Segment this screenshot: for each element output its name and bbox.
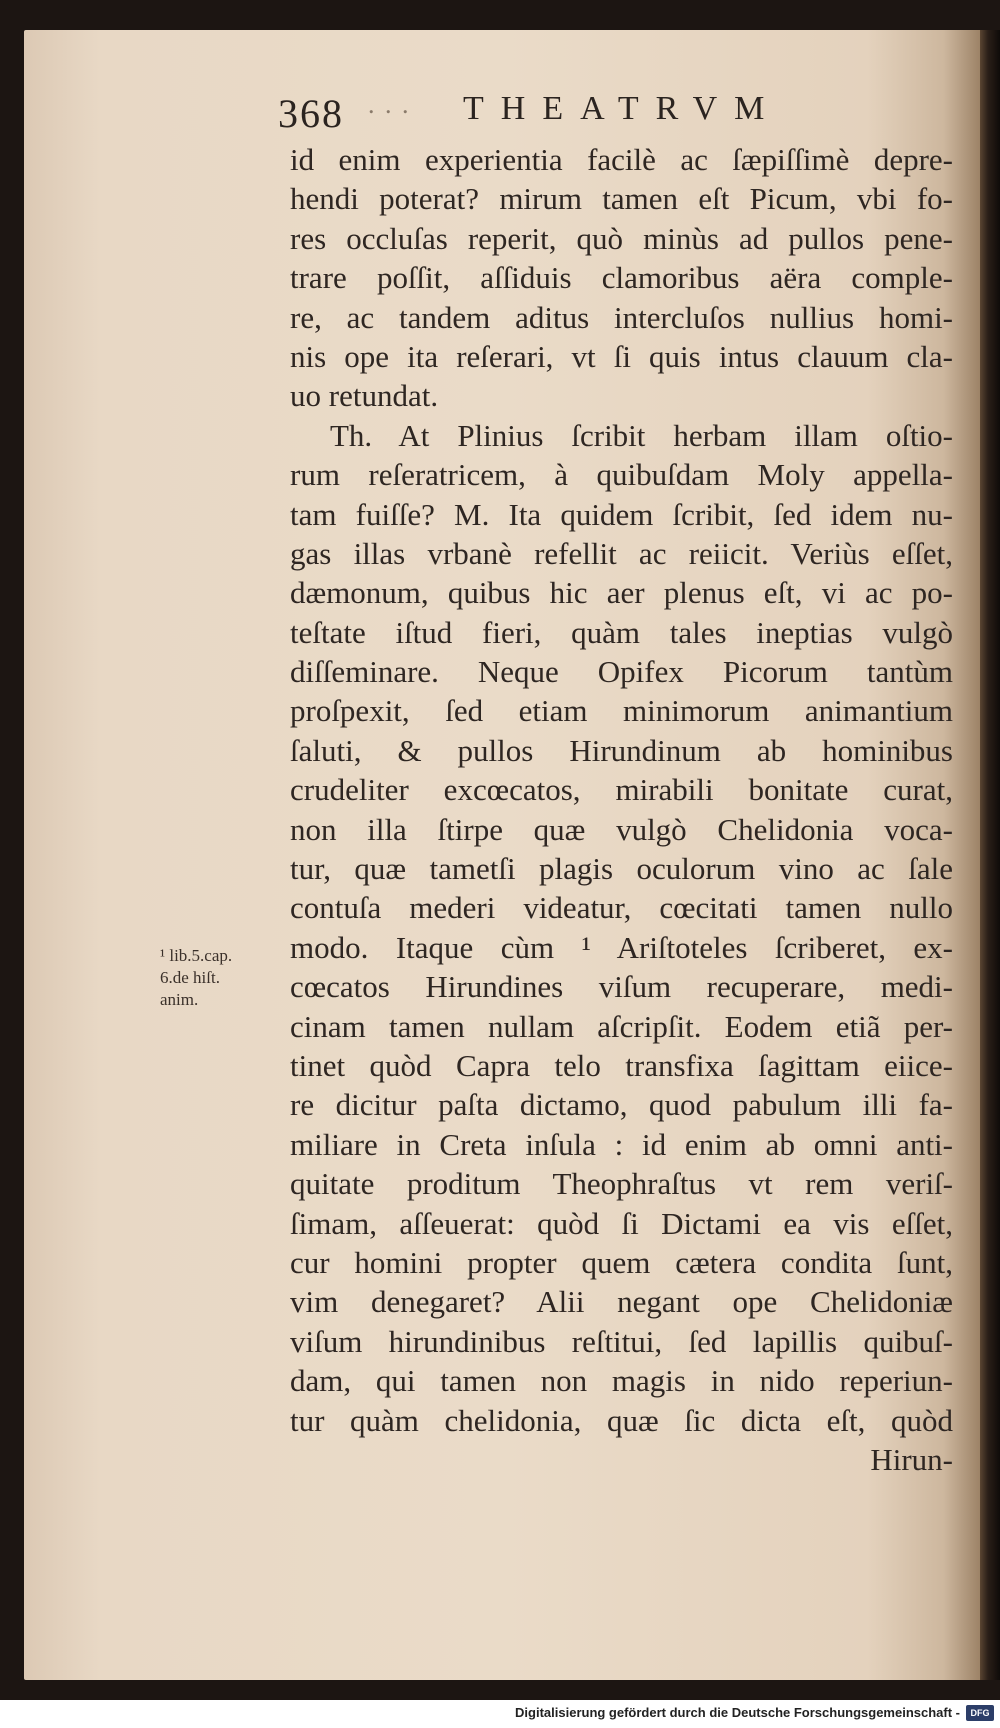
text-line: cur homini propter quem cætera condita ſunt, [290,1244,953,1280]
text-line: tur quàm chelidonia, quæ ſic dicta eſt, quòd [290,1402,953,1438]
footer-bar [0,1700,1000,1728]
text-line: vim denegaret? Alii negant ope Chelidoniæ [290,1284,953,1320]
dfg-logo: DFG [966,1705,994,1721]
marginal-note [160,945,285,1011]
running-title: THEATRVM [463,90,782,127]
text-line: nis ope ita reſerari, vt ſi quis intus clauum cla- [290,338,953,374]
text-line: re, ac tandem aditus intercluſos nullius homi- [290,299,953,335]
text-line: miliare in Creta inſula : id enim ab omni anti- [290,1126,953,1162]
text-line: tur, quæ tametſi plagis oculorum vino ac ſale [290,851,953,887]
page-number: 368 [278,91,344,136]
text-line: proſpexit, ſed etiam minimorum animantium [290,693,953,729]
text-line: tinet quòd Capra telo transfixa ſagittam eiice- [290,1047,953,1083]
text-line: contuſa mederi videatur, cœcitati tamen nullo [290,890,953,926]
text-line: trare poſſit, aſſiduis clamoribus aëra comple- [290,260,953,296]
text-line: modo. Itaque cùm ¹ Ariſtoteles ſcriberet, ex- [290,929,953,965]
marginal-note-line: anim. [160,990,199,1009]
text-line: re dicitur paſta dictamo, quod pabulum illi fa- [290,1087,953,1123]
text-line: tam fuiſſe? M. Ita quidem ſcribit, ſed idem nu- [290,496,953,532]
text-line: non illa ſtirpe quæ vulgò Chelidonia voca- [290,811,953,847]
marginal-note-line: 6.de hiſt. [160,968,220,987]
text-line: rum reſeratricem, à quibuſdam Moly appella- [290,457,953,493]
text-line: quitate proditum Theophraſtus vt rem veriſ- [290,1166,953,1202]
text-line: uo retundat. [290,378,439,414]
text-line: diſſeminare. Neque Opifex Picorum tantùm [290,654,953,690]
marginal-note-line: ¹ lib.5.cap. [160,946,233,965]
text-line: id enim experientia facilè ac ſæpiſſimè depre- [290,142,953,177]
text-line: viſum hirundinibus reſtitui, ſed lapillis quibuſ- [290,1323,953,1359]
text-line: cinam tamen nullam aſcripſit. Eodem etiã per- [290,1008,953,1044]
text-line: hendi poterat? mirum tamen eſt Picum, vbi fo- [290,181,953,217]
text-line: dam, qui tamen non magis in nido reperiun- [290,1363,953,1399]
running-head [278,90,978,138]
funding-credit: Digitalisierung gefördert durch die Deutsche Forschungsgemeinschaft - [515,1705,960,1720]
book-page-edge [980,30,1000,1680]
text-line: dæmonum, quibus hic aer plenus eſt, vi ac po- [290,575,953,611]
main-text [290,140,953,1479]
text-line: ſimam, aſſeuerat: quòd ſi Dictami ea vis eſſet, [290,1205,953,1241]
text-line: res occluſas reperit, quò minùs ad pullos pene- [290,220,953,256]
text-line: cœcatos Hirundines viſum recuperare, medi- [290,969,953,1005]
ornament-dots: . . . [368,90,411,119]
text-line: teſtate iſtud fieri, quàm tales ineptias vulgò [290,614,953,650]
text-line: Th. At Plinius ſcribit herbam illam oſtio- [330,417,953,453]
text-line: crudeliter excœcatos, mirabili bonitate curat, [290,772,953,808]
catchword: Hirun- [870,1441,953,1477]
text-line: gas illas vrbanè refellit ac reiicit. Veriùs eſſet, [290,535,953,571]
text-line: ſaluti, & pullos Hirundinum ab hominibus [290,732,953,768]
